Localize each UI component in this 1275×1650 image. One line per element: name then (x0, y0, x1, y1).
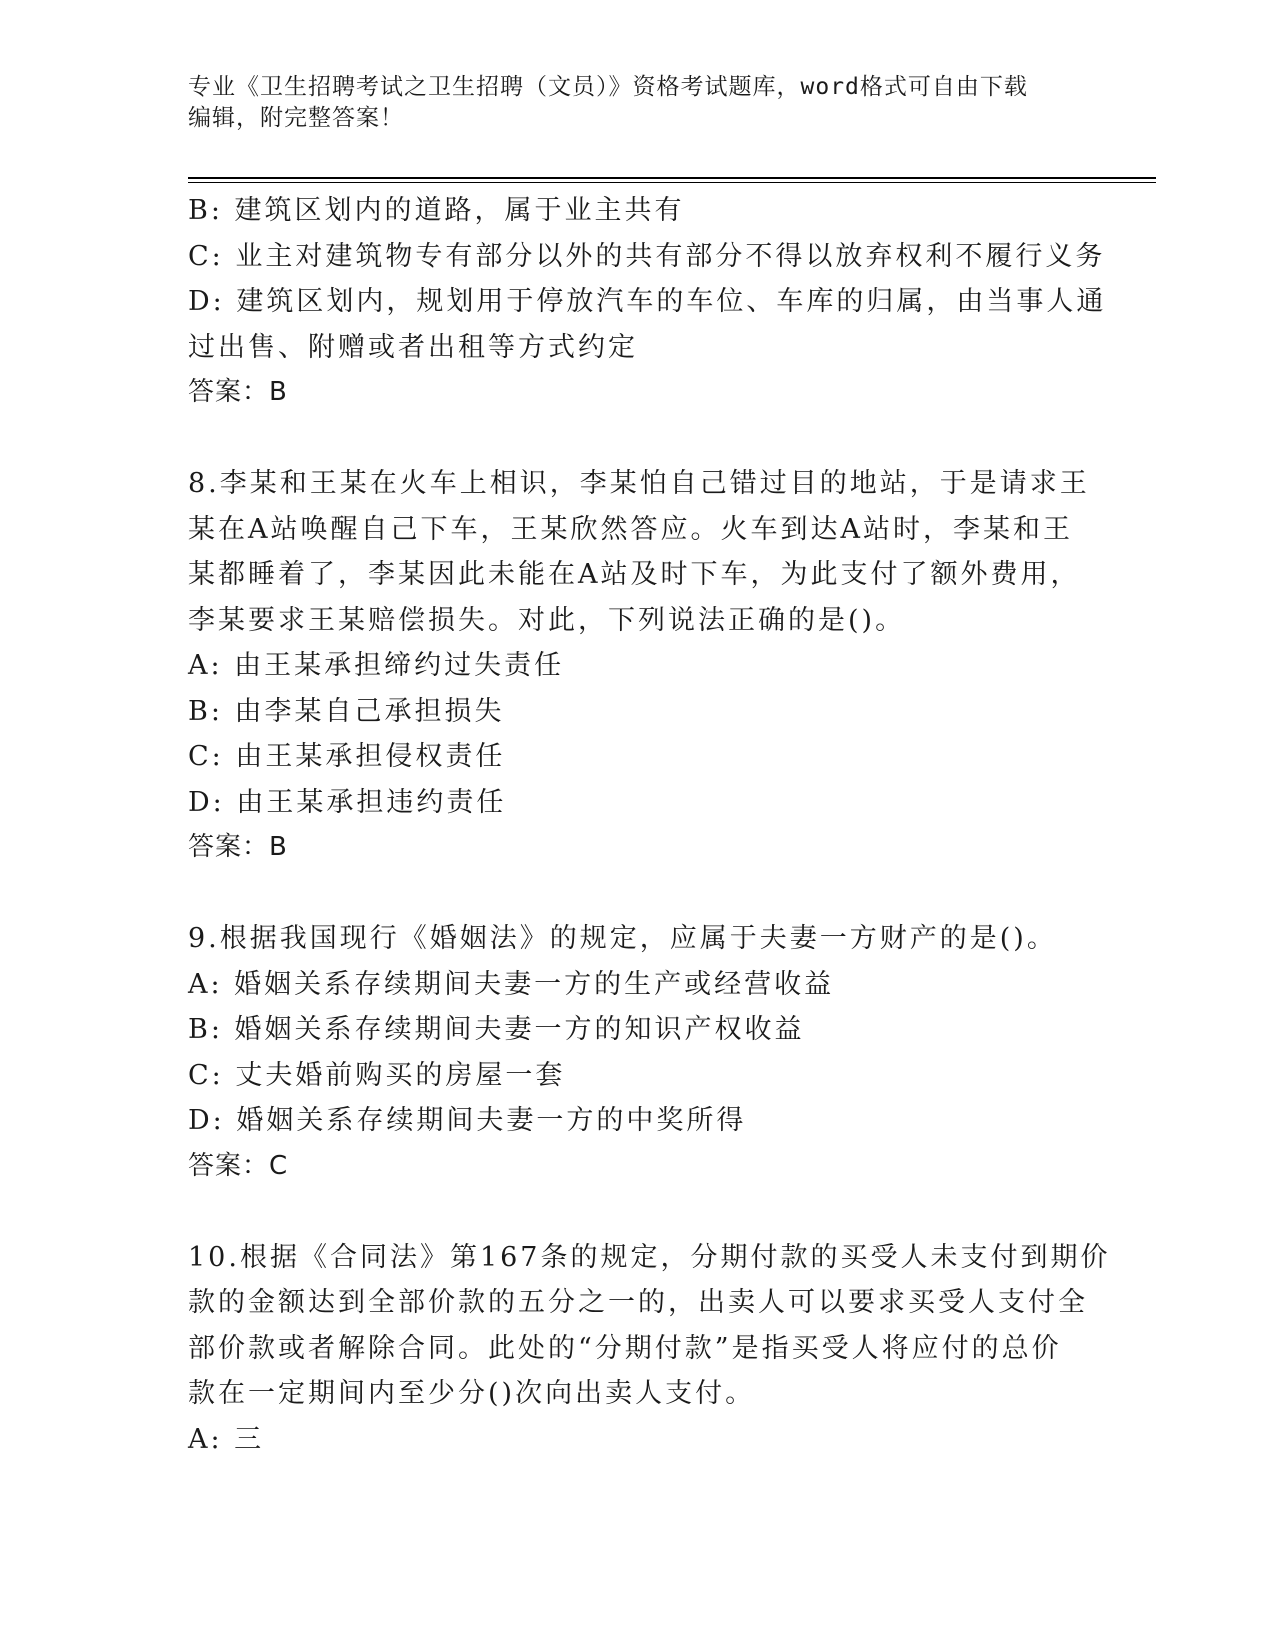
q10-stem-line-2: 款的金额达到全部价款的五分之一的，出卖人可以要求买受人支付全 (188, 1287, 1088, 1318)
q7-option-b: B: 建筑区划内的道路，属于业主共有 (188, 195, 685, 226)
q8-option-d: D: 由王某承担违约责任 (188, 786, 507, 818)
q7-answer: 答案：B (188, 377, 288, 407)
q10-stem-line-3: 部价款或者解除合同。此处的“分期付款”是指买受人将应付的总价 (188, 1332, 1062, 1364)
q8-stem-line-2: 某在A站唤醒自己下车，王某欣然答应。火车到达A站时，李某和王 (188, 513, 1073, 545)
document-header (188, 72, 1068, 134)
question-8 (188, 461, 1088, 871)
question-9 (188, 916, 1088, 1189)
q9-option-a: A: 婚姻关系存续期间夫妻一方的生产或经营收益 (188, 968, 835, 1000)
q9-answer: 答案：C (188, 1150, 289, 1181)
q8-stem-line-3: 某都睡着了，李某因此未能在A站及时下车，为此支付了额外费用， (188, 559, 1081, 590)
q8-stem-line-1: 8.李某和王某在火车上相识，李某怕自己错过目的地站，于是请求王 (188, 468, 1090, 499)
q10-option-a: A: 三 (188, 1423, 265, 1455)
spacer (188, 416, 1088, 462)
q8-stem-line-4: 李某要求王某赔偿损失。对此，下列说法正确的是()。 (188, 604, 906, 636)
q10-stem-line-1: 10.根据《合同法》第167条的规定，分期付款的买受人未支付到期价 (188, 1241, 1111, 1273)
q8-option-c: C: 由王某承担侵权责任 (188, 741, 506, 772)
q8-option-a: A: 由王某承担缔约过失责任 (188, 650, 565, 681)
q7-option-c: C: 业主对建筑物专有部分以外的共有部分不得以放弃权利不履行义务 (188, 240, 1106, 272)
header-line-1: 专业《卫生招聘考试之卫生招聘（文员）》资格考试题库，word格式可自由下载 (188, 74, 1028, 100)
spacer (188, 871, 1088, 917)
q9-option-b: B: 婚姻关系存续期间夫妻一方的知识产权收益 (188, 1014, 805, 1045)
header-divider-thin (188, 182, 1156, 183)
q9-stem-line-1: 9.根据我国现行《婚姻法》的规定，应属于夫妻一方财产的是()。 (188, 923, 1057, 954)
q9-option-c: C: 丈夫婚前购买的房屋一套 (188, 1059, 566, 1091)
question-7 (188, 188, 1107, 416)
q7-option-d-line-1: D: 建筑区划内，规划用于停放汽车的车位、车库的归属，由当事人通 (188, 286, 1107, 317)
q9-option-d: D: 婚姻关系存续期间夫妻一方的中奖所得 (188, 1105, 747, 1136)
q8-answer: 答案：B (188, 832, 288, 862)
header-divider-thick (188, 177, 1156, 179)
question-list (188, 188, 1111, 1462)
spacer (188, 1189, 1088, 1235)
header-line-2: 编辑，附完整答案！ (188, 105, 404, 131)
q8-option-b: B: 由李某自己承担损失 (188, 695, 505, 727)
question-10 (188, 1235, 1111, 1463)
q10-stem-line-4: 款在一定期间内至少分()次向出卖人支付。 (188, 1378, 756, 1409)
q7-option-d-line-2: 过出售、附赠或者出租等方式约定 (188, 331, 638, 363)
